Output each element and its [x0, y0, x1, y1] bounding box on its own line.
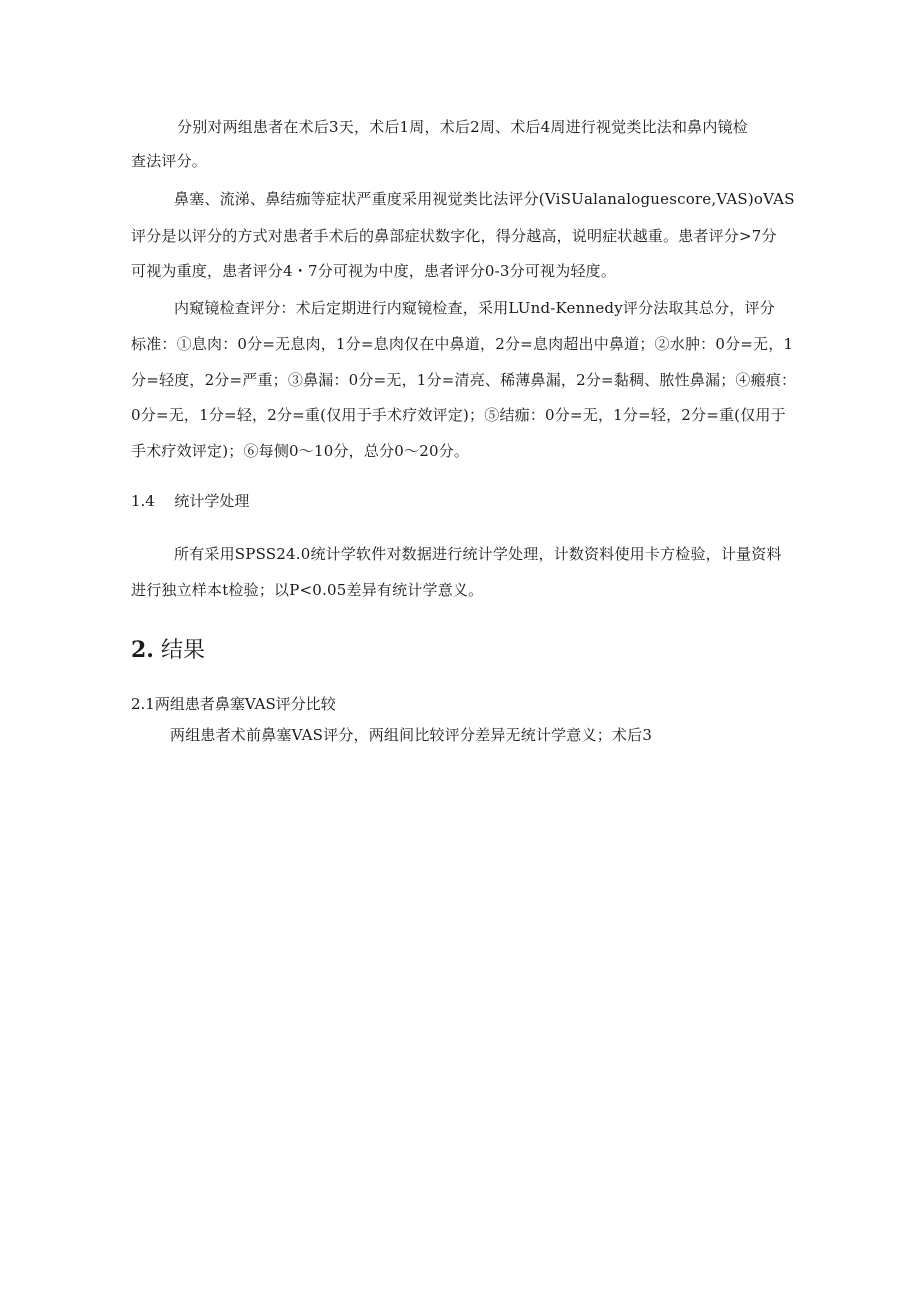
paragraph-4-line-1: 所有采用SPSS24.0统计学软件对数据进行统计学处理，计数资料使用卡方检验，计量资料: [174, 545, 782, 563]
paragraph-3-line-3: 分=轻度，2分=严重；③鼻漏：0分=无，1分=清亮、稀薄鼻漏，2分=黏稠、脓性鼻漏；④瘢痕：: [131, 371, 797, 389]
paragraph-2-line-3: 可视为重度，患者评分4・7分可视为中度，患者评分0-3分可视为轻度。: [131, 262, 617, 280]
paragraph-1-line-1: 分别对两组患者在术后3天，术后1周，术后2周、术后4周进行视觉类比法和鼻内镜检: [177, 118, 748, 136]
section-1-4-title: 统计学处理: [174, 492, 250, 510]
section-2-heading: [131, 636, 205, 665]
paragraph-5-line-1: 两组患者术前鼻塞VAS评分，两组间比较评分差异无统计学意义；术后3: [170, 726, 653, 744]
paragraph-1-line-2: 查法评分。: [131, 152, 208, 170]
paragraph-3-line-2: 标准：①息肉：0分=无息肉，1分=息肉仅在中鼻道，2分=息肉超出中鼻道；②水肿：0分=无，1: [131, 335, 794, 353]
paragraph-3-line-1: 内窥镜检查评分：术后定期进行内窥镜检查，采用LUnd-Kennedy评分法取其总分，评分: [174, 299, 775, 317]
paragraph-3-line-5: 手术疗效评定)；⑥每侧0～10分，总分0～20分。: [131, 442, 470, 460]
paragraph-2-line-2: 评分是以评分的方式对患者手术后的鼻部症状数字化，得分越高，说明症状越重。患者评分>7分: [131, 227, 777, 245]
section-1-4-number: 1.4: [131, 492, 155, 510]
section-2-1-heading: 2.1两组患者鼻塞VAS评分比较: [131, 695, 336, 713]
paragraph-2-line-1: 鼻塞、流涕、鼻结痂等症状严重度采用视觉类比法评分(ViSUalanaloguescore,VAS)oVAS: [174, 190, 795, 208]
paragraph-4-line-2: 进行独立样本t检验；以P<0.05差异有统计学意义。: [131, 581, 484, 599]
section-2-number: 2.: [131, 637, 154, 663]
section-1-4-heading: [131, 491, 249, 511]
section-2-title: 结果: [160, 638, 205, 663]
paragraph-3-line-4: 0分=无，1分=轻，2分=重(仅用于手术疗效评定)；⑤结痂：0分=无，1分=轻，2分=重(仅用于: [131, 406, 786, 424]
